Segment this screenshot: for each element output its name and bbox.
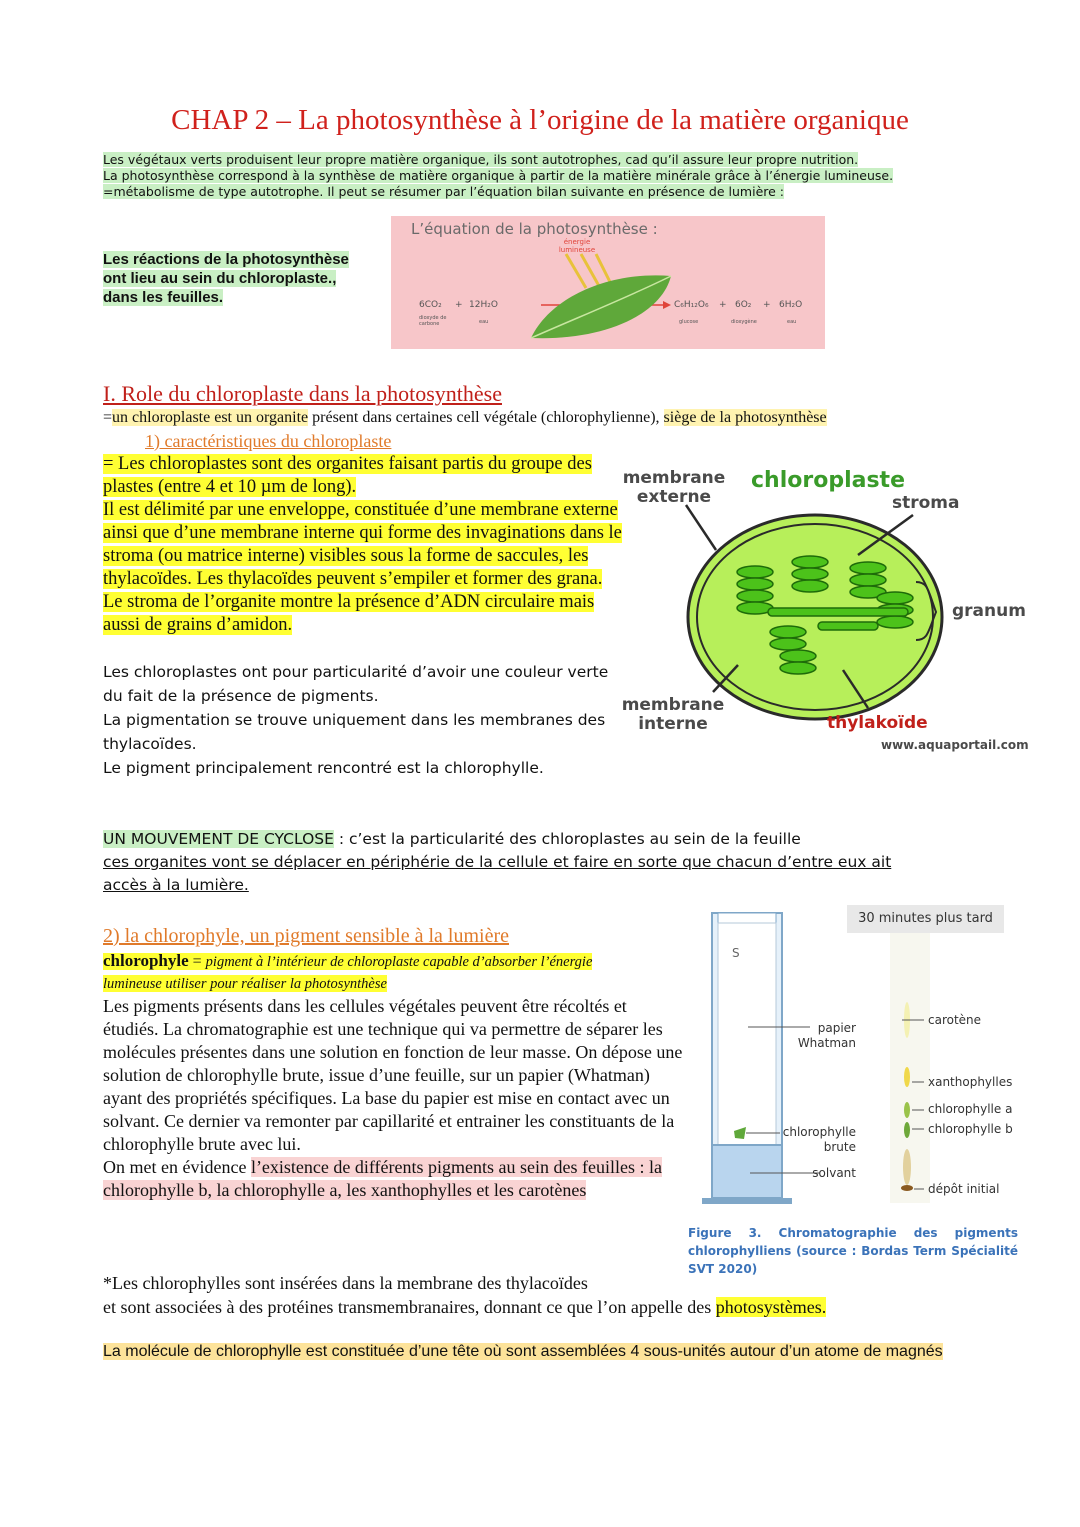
para-4: Les chloroplastes ont pour particularité d’avoir une couleur verte du fait de la présence de pigments.: [103, 663, 609, 705]
intro-line-2: La photosynthèse correspond à la synthèse de matière organique à partir de la matière minérale grâce à l’énergie lumineuse.: [103, 168, 894, 183]
para-1: = Les chloroplastes sont des organites faisant partis du groupe des plastes (entre 4 et 10 µm de long).: [103, 454, 592, 497]
label-granum: granum: [952, 601, 1026, 621]
co2-formula: 6CO₂: [419, 300, 442, 310]
para-chromatography: Les pigments présents dans les cellules végétales peuvent être récoltés et étudiés. La chromatographie est une technique qui va permettre de séparer les molécules présentes dans une solution en fonction de leur masse. On dépose une solution de chlorophylle brute, issue d’une feuille, sur un papier (Whatman) ayant des propriétés spécifiques. La base du papier est mise en contact avec un solvant. Ce dernier va remonter par capillarité et entrainer les constituants de la chlorophylle brute avec lui.: [103, 996, 683, 1154]
subsection-1-heading: 1) caractéristiques du chloroplaste: [145, 431, 392, 451]
plus-sign: +: [455, 300, 463, 310]
section-1-heading: I. Role du chloroplaste dans la photosynthèse: [103, 381, 502, 406]
diagram-title: chloroplaste: [751, 468, 905, 493]
cyclose-text: : c’est la particularité des chloroplastes au sein de la feuille: [333, 830, 801, 848]
o2-formula: 6O₂: [735, 300, 752, 310]
reactions-line-2: ont lieu au sein du chloroplaste.,: [103, 270, 337, 287]
para-2: Il est délimité par une enveloppe, constituée d’une membrane externe ainsi que d’une membrane interne qui forme des invaginations dans le stroma (ou matrice interne) visibles sous la forme de saccules, les thylacoïdes. Les thylacoïdes peuvent s’empiler et former des grana.: [103, 500, 622, 589]
cyclose-label: UN MOUVEMENT DE CYCLOSE: [103, 830, 334, 848]
def-prefix: =: [103, 409, 113, 426]
intro-paragraph: [103, 152, 893, 200]
co2-label: dioxyde de carbone: [419, 315, 447, 327]
cyclose-line-3: accès à la lumière.: [103, 876, 249, 894]
reactions-line-1: Les réactions de la photosynthèse: [103, 251, 349, 268]
plus-sign: +: [763, 300, 771, 310]
para-6: Le pigment principalement rencontré est la chlorophylle.: [103, 759, 544, 777]
p2-highlight: l’existence de différents pigments au sein des feuilles : la chlorophylle b, la chlorophylle a, les xanthophylles et les carotènes: [103, 1157, 662, 1200]
chloroplast-characteristics: [103, 453, 623, 637]
label-stroma: stroma: [892, 493, 960, 513]
molecule-text: La molécule de chlorophylle est constituée d’une tête où sont assemblées 4 sous-unités autour d’un atome de magnés: [103, 1343, 943, 1360]
intro-line-3: =métabolisme de type autotrophe. Il peut se résumer par l’équation bilan suivante en présence de lumière :: [103, 184, 784, 199]
photosystem-note: [103, 1271, 973, 1319]
svg-text:S: S: [732, 946, 740, 960]
label-chlorophylle-brute: chlorophylle brute: [782, 1125, 856, 1154]
star-line-1: *Les chlorophylles sont insérées dans la membrane des thylacoïdes: [103, 1273, 588, 1293]
reactions-note: [103, 250, 349, 307]
glucose-formula: C₆H₁₂O₆: [674, 300, 709, 310]
chromatography-figure: [690, 905, 1030, 1215]
h2o-out-formula: 6H₂O: [779, 300, 803, 310]
h2o-formula: 12H₂O: [469, 300, 498, 310]
label-membrane-interne: membrane interne: [621, 695, 725, 734]
chlorophyle-def: pigment à l’intérieur de chloroplaste capable d’absorber l’énergie lumineuse utiliser pour réaliser la photosynthèse: [103, 954, 593, 992]
h2o-out-label: eau: [787, 319, 797, 325]
p2-prefix: On met en évidence: [103, 1157, 251, 1177]
intro-line-1: Les végétaux verts produisent leur propre matière organique, ils sont autotrophes, cad qu’il assure leur propre nutrition.: [103, 152, 859, 167]
glucose-label: glucose: [679, 319, 699, 325]
h2o-label: eau: [479, 319, 489, 325]
reactions-line-3: dans les feuilles.: [103, 289, 224, 306]
label-papier-whatman: papier Whatman: [797, 1021, 856, 1050]
label-chlorophylle-b: chlorophylle b: [928, 1122, 1013, 1136]
label-thylakoide: thylakoïde: [827, 713, 928, 733]
energy-label: énergie lumineuse: [558, 238, 596, 254]
pigment-paragraph: [103, 660, 623, 780]
label-depot-initial: dépôt initial: [928, 1182, 1000, 1196]
page-title: CHAP 2 – La photosynthèse à l’origine de la matière organique: [171, 104, 909, 136]
cyclose-paragraph: [103, 828, 963, 897]
star-line-2: et sont associées à des protéines transmembranaires, donnant ce que l’on appelle des: [103, 1297, 716, 1317]
chloroplast-definition: [103, 409, 827, 427]
chromatography-paragraph: [103, 995, 683, 1202]
cyclose-line-2: ces organites vont se déplacer en périphérie de la cellule et faire en sorte que chacun d’entre eux ait: [103, 853, 892, 871]
def-part-2: présent dans certaines cell végétale (chlorophylienne),: [308, 409, 664, 426]
subsection-2-heading: 2) la chlorophyle, un pigment sensible à la lumière: [103, 925, 509, 947]
label-xanthophylles: xanthophylles: [928, 1075, 1013, 1089]
figure-caption: Figure 3. Chromatographie des pigments chlorophylliens (source : Bordas Term Spécialité SVT 2020): [688, 1226, 1018, 1276]
chromatography-after-label: 30 minutes plus tard: [858, 911, 993, 926]
para-3: Le stroma de l’organite montre la présence d’ADN circulaire mais aussi de grains d’amidon.: [103, 592, 595, 635]
chlorophyll-definition: chlorophyle = pigment à l’intérieur de chloroplaste capable d’absorber l’énergie lumineuse utiliser pour réaliser la photosynthèse: [103, 951, 593, 992]
def-part-1: un chloroplaste est un organite: [112, 409, 309, 426]
star-highlight: photosystèmes.: [715, 1297, 827, 1317]
label-chlorophylle-a: chlorophylle a: [928, 1102, 1013, 1116]
term-chlorophyle: chlorophyle: [103, 951, 189, 970]
label-solvant: solvant: [812, 1166, 856, 1180]
leaf-illustration: [391, 216, 825, 349]
diagram-source: www.aquaportail.com: [881, 738, 1029, 752]
equation-title: L’équation de la photosynthèse :: [411, 220, 658, 238]
label-membrane-externe: membrane externe: [622, 468, 726, 507]
para-5: La pigmentation se trouve uniquement dans les membranes des thylacoïdes.: [103, 711, 606, 753]
plus-sign: +: [719, 300, 727, 310]
photosynthesis-equation-figure: [391, 216, 825, 349]
label-carotene: carotène: [928, 1013, 982, 1027]
def-part-3: siège de la photosynthèse: [663, 409, 827, 426]
o2-label: dioxygène: [731, 319, 757, 325]
molecule-note: [103, 1343, 943, 1361]
